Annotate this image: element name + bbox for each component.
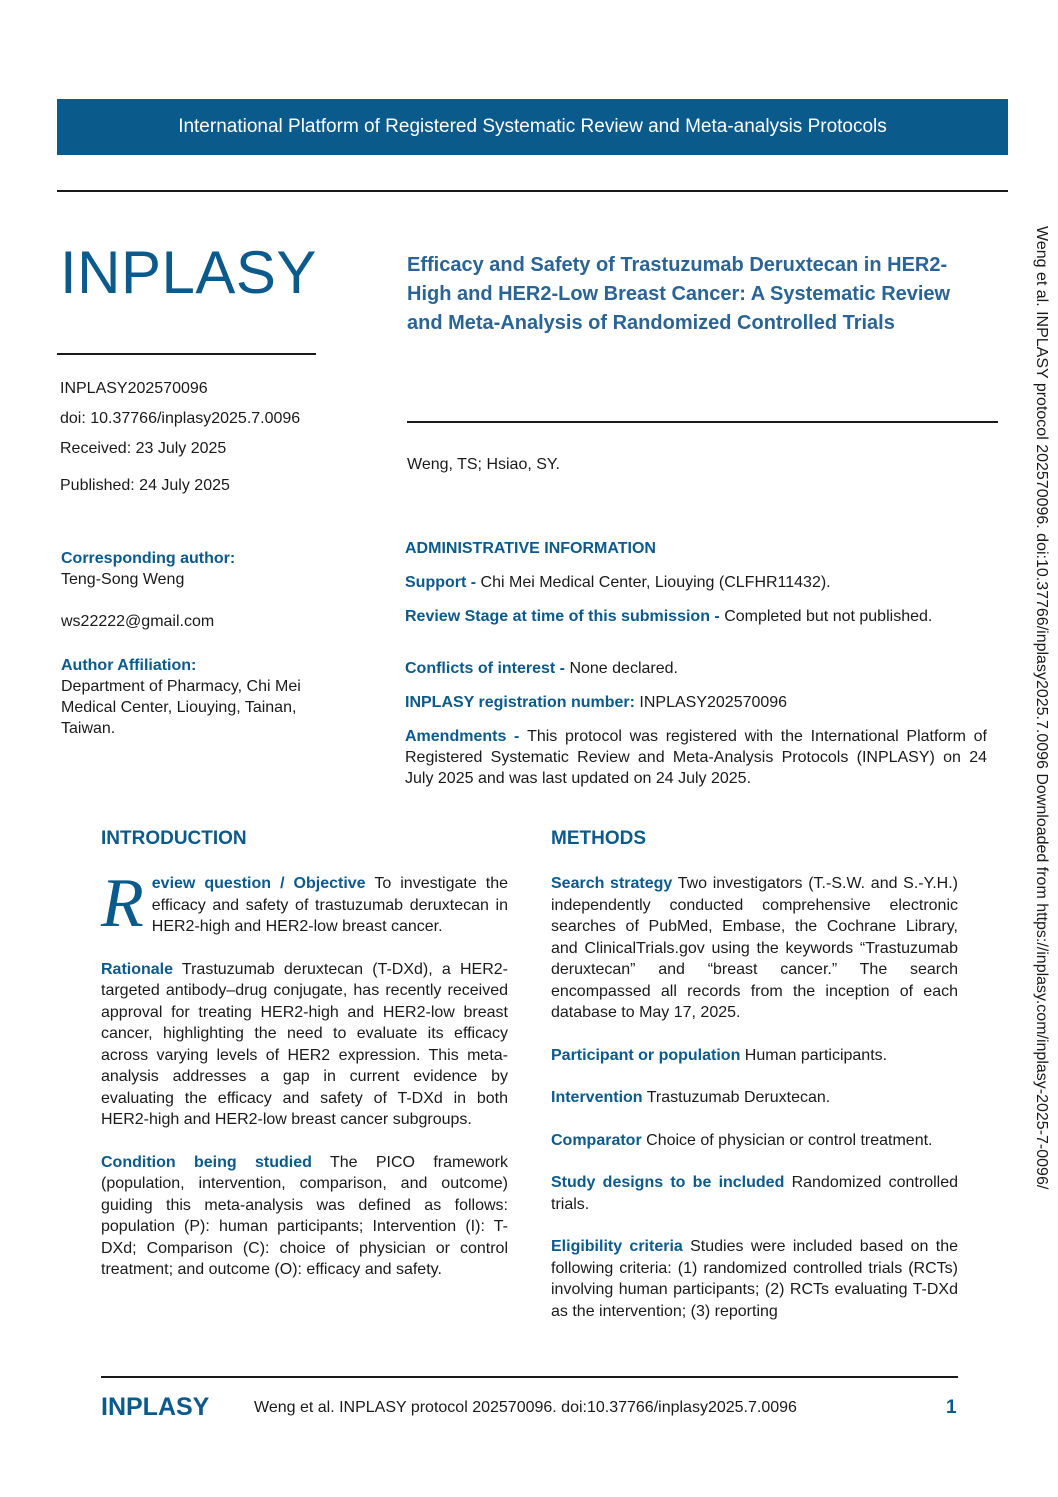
review-question-paragraph (101, 865, 509, 942)
admin-heading-text: ADMINISTRATIVE INFORMATION (405, 540, 656, 557)
search-label: Search strategy (551, 875, 673, 892)
review-label: eview question / Objective (151, 875, 366, 892)
designs-text: Randomized controlled trials. (551, 1174, 959, 1213)
side-citation-text: Weng et al. INPLASY protocol 202570096. doi:10.37766/inplasy2025.7.0096 Downloaded from https://inplasy.com/inplasy-2025-7-0096/ (1033, 226, 1050, 1190)
intervention-text: Trastuzumab Deruxtecan. (642, 1089, 831, 1106)
rationale-text: Trastuzumab deruxtecan (T-DXd), a HER2-targeted antibody–drug conjugate, has recently received approval for treating HER2-high and HER2-low breast cancer, highlighting the need to evaluate its efficacy across varying levels of HER2 expression. This meta-analysis addresses a gap in current evidence by evaluating the efficacy and safety of T-DXd in both HER2-high and HER2-low breast cancer subgroups. (101, 960, 508, 1128)
author-list: Weng, TS; Hsiao, SY. (407, 456, 560, 473)
banner-text: International Platform of Registered Systematic Review and Meta-analysis Protocols (178, 116, 887, 137)
side-citation (1026, 226, 1056, 1326)
comparator-label: Comparator (551, 1131, 642, 1149)
regnum-text: INPLASY202570096 (639, 694, 788, 711)
designs-label: Study designs to be included (551, 1174, 785, 1191)
support-label: Support - (405, 574, 481, 591)
corresponding-email[interactable]: ws22222@gmail.com (61, 613, 215, 630)
participant-text: Human participants. (740, 1046, 888, 1064)
support-text: Chi Mei Medical Center, Liouying (CLFHR11432). (480, 574, 831, 591)
stage-text: Completed but not published. (724, 608, 933, 625)
conflicts-text: None declared. (569, 660, 678, 677)
dropcap-letter: R (101, 865, 144, 942)
condition-label: Condition being studied (101, 1153, 312, 1171)
methods-heading: METHODS (551, 828, 646, 849)
intervention-label: Intervention (551, 1089, 643, 1106)
author-affiliation (61, 655, 331, 739)
introduction-body (101, 865, 509, 1281)
admin-support (405, 572, 987, 593)
rationale-paragraph (101, 959, 508, 1131)
title-divider (407, 421, 998, 423)
admin-heading (405, 538, 987, 559)
conflicts-label: Conflicts of interest - (405, 660, 570, 677)
footer-divider (101, 1376, 958, 1378)
paper-title: Efficacy and Safety of Trastuzumab Deruxtecan in HER2-High and HER2-Low Breast Cancer: A Systematic Review and Meta-Analysis of Randomized Controlled Trials (407, 254, 951, 334)
corresponding-author (61, 548, 331, 632)
eligibility-label: Eligibility criteria (551, 1238, 683, 1255)
participant-paragraph (551, 1045, 958, 1067)
condition-paragraph (101, 1152, 508, 1281)
participant-label: Participant or population (551, 1046, 741, 1064)
affiliation-text: Department of Pharmacy, Chi Mei Medical Center, Liouying, Tainan, Taiwan. (61, 678, 301, 737)
amend-label: Amendments - (405, 728, 528, 745)
review-text: To investigate the efficacy and safety of trastuzumab deruxtecan in HER2-high and HER2-low breast cancer. (151, 875, 509, 935)
eligibility-paragraph (551, 1236, 958, 1322)
footer-citation: Weng et al. INPLASY protocol 202570096. doi:10.37766/inplasy2025.7.0096 (254, 1399, 797, 1416)
received-date: Received: 23 July 2025 (60, 440, 227, 457)
introduction-heading: INTRODUCTION (101, 828, 247, 849)
stage-label: Review Stage at time of this submission - (405, 608, 725, 625)
brand-logo: INPLASY (60, 239, 317, 306)
rationale-label: Rationale (101, 960, 174, 978)
search-text: Two investigators (T.-S.W. and S.-Y.H.) independently conducted comprehensive electronic searches of PubMed, Embase, the Cochrane Library, and ClinicalTrials.gov using the keywords “Trastuzumab deruxtecan” and “breast cancer.” The search encompassed all records from the inception of each database to May 17, 2025. (551, 875, 959, 1021)
corresponding-label: Corresponding author: (61, 550, 236, 567)
eligibility-text: Studies were included based on the following criteria: (1) randomized controlled trials (RCTs) involving human participants; (2) RCTs evaluating T-DXd as the intervention; (3) reporting (551, 1238, 959, 1320)
page-number: 1 (946, 1397, 957, 1418)
corresponding-name: Teng-Song Weng (61, 571, 185, 588)
footer-brand: INPLASY (101, 1393, 210, 1421)
affiliation-label: Author Affiliation: (61, 657, 197, 674)
intervention-paragraph (551, 1087, 958, 1109)
search-paragraph (551, 873, 958, 1024)
amend-text: This protocol was registered with the International Platform of Registered Systematic Review and Meta-Analysis Protocols (INPLASY) on 24 July 2025 and was last updated on 24 July 2025. (405, 728, 987, 787)
designs-paragraph (551, 1172, 958, 1215)
protocol-id: INPLASY202570096 (60, 380, 208, 397)
published-date: Published: 24 July 2025 (60, 477, 230, 494)
admin-amendments (405, 726, 987, 789)
admin-review-stage (405, 606, 987, 627)
methods-body (551, 873, 958, 1322)
admin-conflicts (405, 658, 987, 679)
brand-divider (57, 353, 316, 355)
condition-text: The PICO framework (population, intervention, comparison, and outcome) guiding this meta-analysis was defined as follows: population (P): human participants; Intervention (I): T-DXd; Comparison (C): choice of physician or control treatment; and outcome (O): efficacy and safety. (101, 1153, 508, 1278)
doi-link[interactable]: doi: 10.37766/inplasy2025.7.0096 (60, 410, 301, 427)
comparator-paragraph (551, 1130, 958, 1152)
admin-registration (405, 692, 987, 713)
comparator-text: Choice of physician or control treatment. (641, 1131, 933, 1149)
regnum-label: INPLASY registration number: (405, 694, 640, 711)
top-divider (57, 190, 1008, 192)
header-banner (57, 99, 1008, 155)
